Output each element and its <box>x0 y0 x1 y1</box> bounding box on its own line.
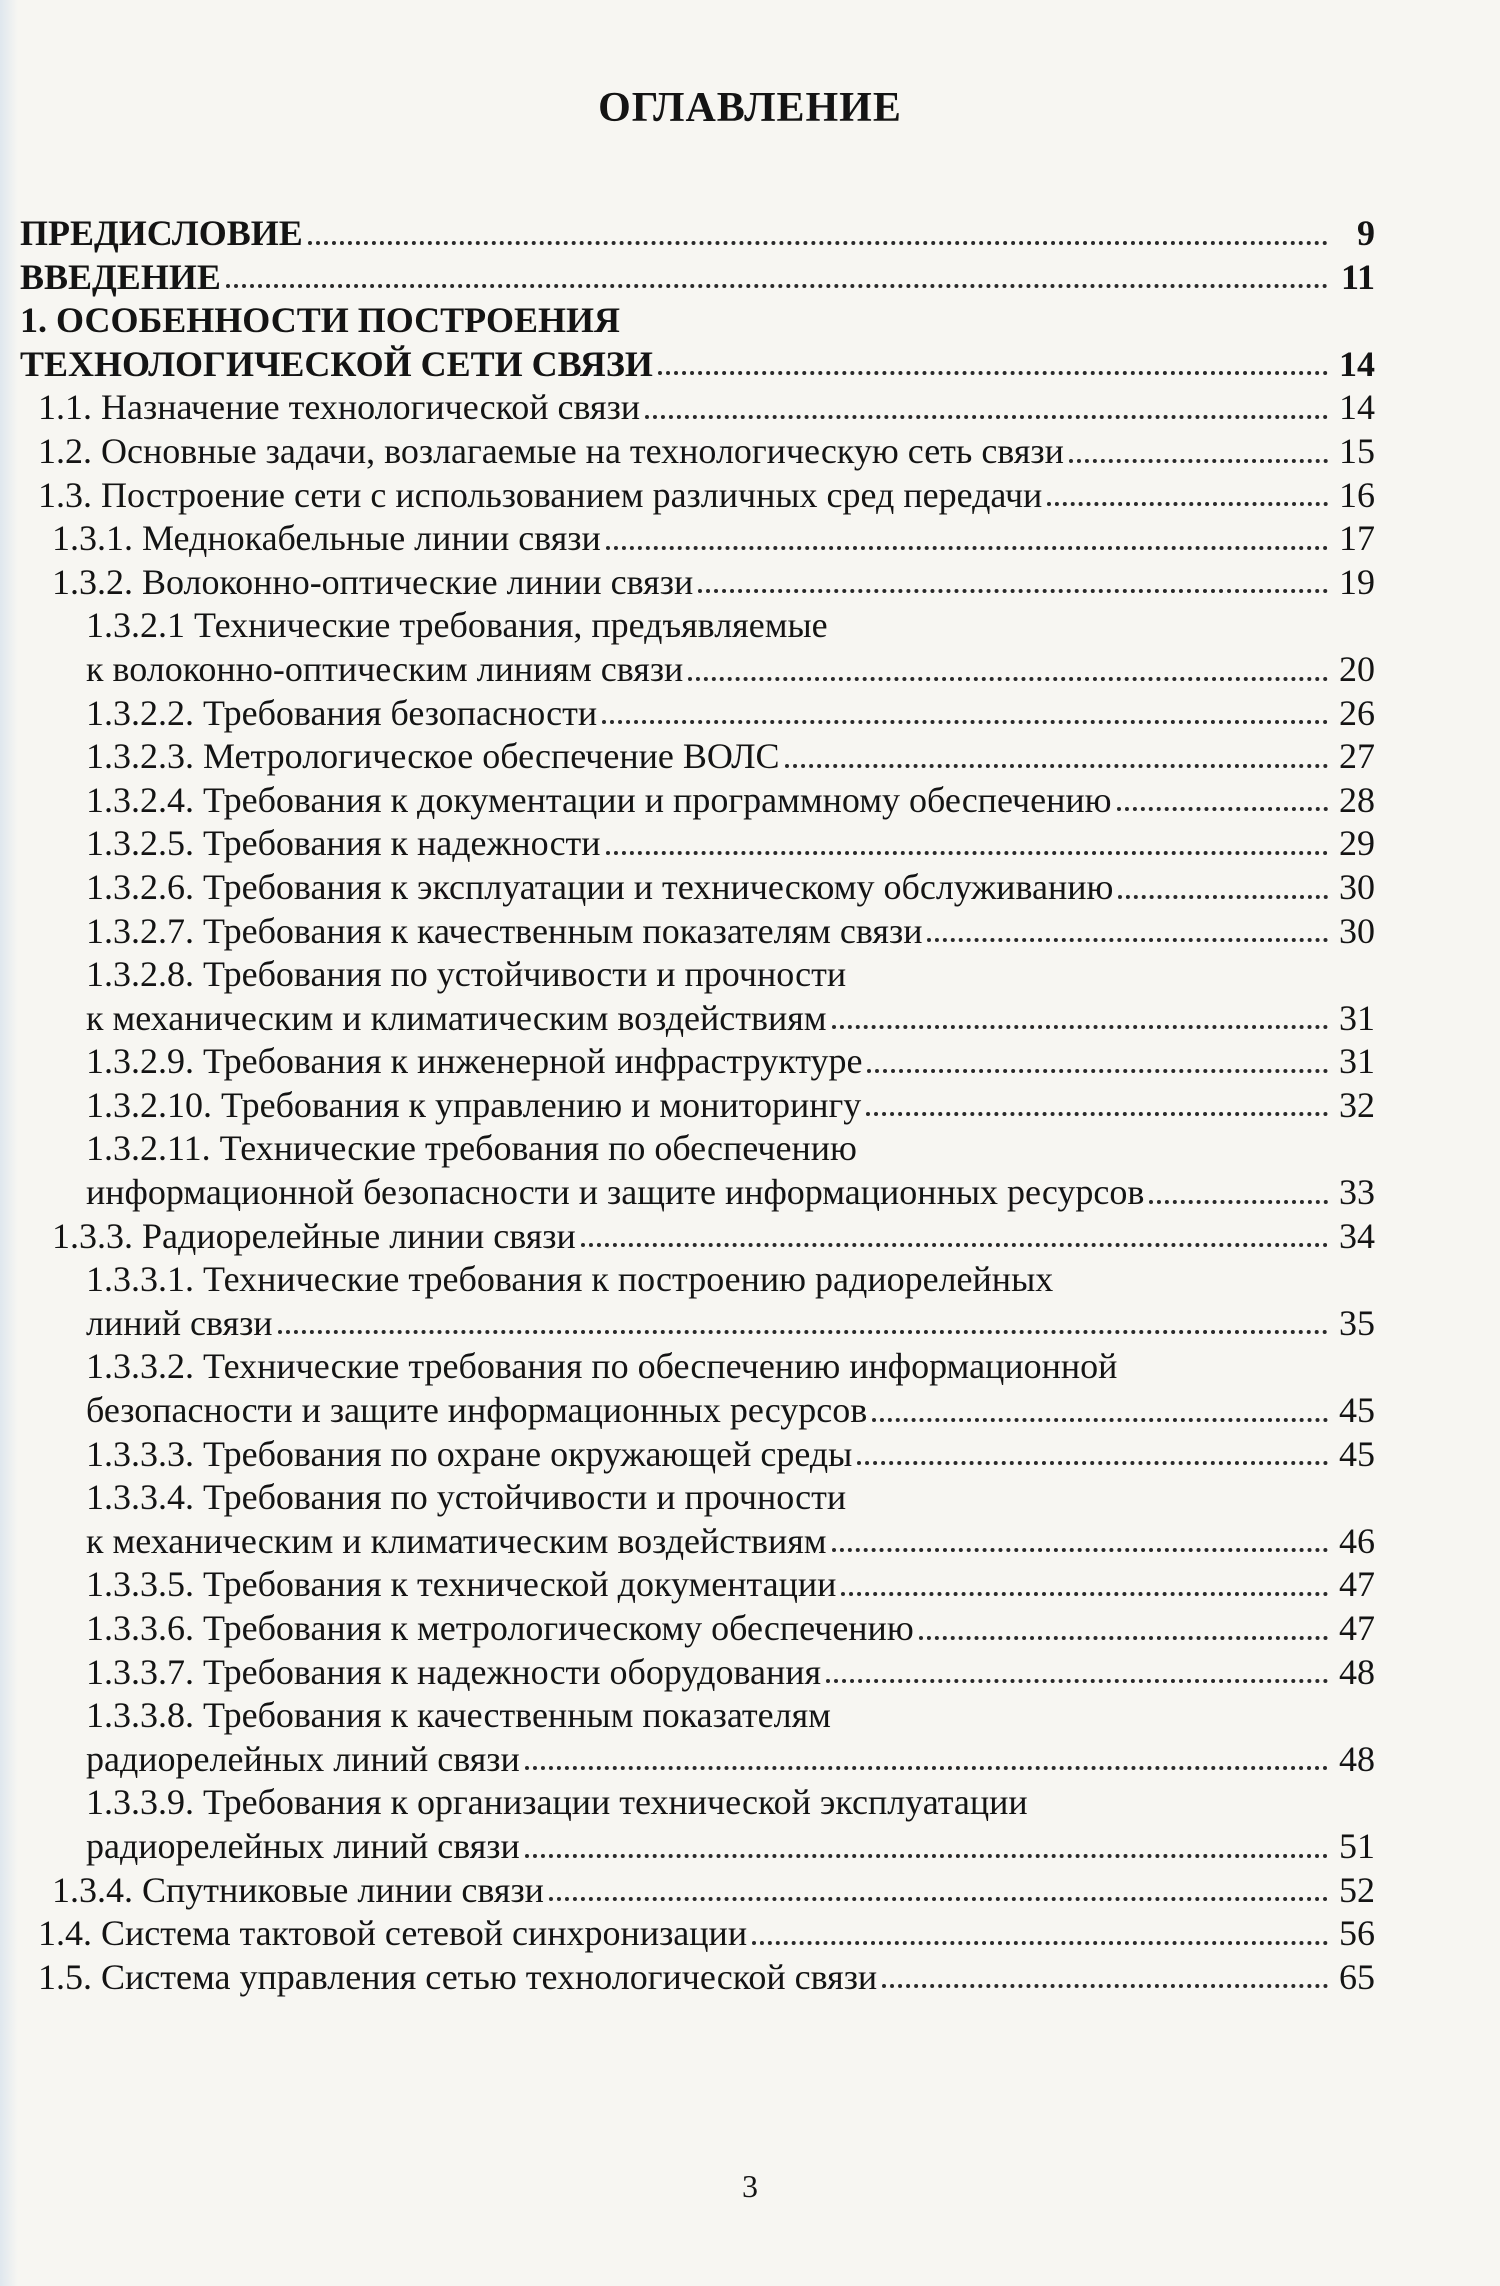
toc-page-number: 20 <box>1339 648 1375 689</box>
toc-entry <box>20 1215 1375 1259</box>
toc-page-number: 47 <box>1339 1564 1375 1605</box>
dot-leader <box>549 1897 1328 1901</box>
toc-entry <box>20 1651 1375 1695</box>
toc-page-number: 30 <box>1339 866 1375 907</box>
toc-entry-line <box>38 430 1375 474</box>
toc-entry-line <box>20 343 1375 387</box>
toc-entry-title: 1.4. Система тактовой сетевой синхронизации <box>38 1913 748 1954</box>
dot-leader <box>841 1592 1328 1596</box>
page-title: ОГЛАВЛЕНИЕ <box>598 85 902 131</box>
toc-entry-title: 1.3.2.8. Требования по устойчивости и прочности <box>86 954 847 995</box>
toc-entry-title: 1.3.2.7. Требования к качественным показателям связи <box>86 910 923 951</box>
toc-entry <box>20 1607 1375 1651</box>
toc-entry-title: 1.3.4. Спутниковые линии связи <box>52 1869 544 1910</box>
toc-entry <box>20 1084 1375 1128</box>
toc-entry-title: 1.3.2.11. Технические требования по обеспечению <box>86 1128 857 1169</box>
toc-entry <box>20 866 1375 910</box>
toc-entry-title: к механическим и климатическим воздействиям <box>86 1520 827 1561</box>
toc-page-number: 48 <box>1339 1651 1375 1692</box>
toc-entry-line <box>86 1433 1375 1477</box>
page-edge-shadow <box>0 0 18 2286</box>
toc-entry-title: 1.3.3.4. Требования по устойчивости и прочности <box>86 1477 847 1518</box>
toc-entry <box>20 561 1375 605</box>
toc-entry-title: 1.3.1. Меднокабельные линии связи <box>52 518 601 559</box>
toc-entry-line <box>52 1869 1375 1913</box>
dot-leader <box>581 1243 1328 1247</box>
dot-leader <box>872 1418 1328 1422</box>
toc-entry-title: 1.3.2.10. Требования к управлению и мониторингу <box>86 1084 862 1125</box>
toc-page-number: 52 <box>1339 1869 1375 1910</box>
toc-entry <box>20 517 1375 561</box>
toc-entry-line <box>86 1651 1375 1695</box>
toc-entry <box>20 1563 1375 1607</box>
dot-leader <box>927 938 1328 942</box>
toc-entry-title: 1.3.2.4. Требования к документации и программному обеспечению <box>86 779 1112 820</box>
toc-entry-line <box>86 910 1375 954</box>
toc-entry-line <box>86 1258 1375 1302</box>
toc-entry-line <box>86 735 1375 779</box>
dot-leader <box>602 720 1328 724</box>
dot-leader <box>1118 895 1328 899</box>
toc-entry <box>20 1040 1375 1084</box>
toc-entry <box>20 822 1375 866</box>
dot-leader <box>226 284 1328 288</box>
toc-page-number: 47 <box>1339 1608 1375 1648</box>
toc-page-number: 45 <box>1339 1433 1375 1474</box>
toc-entry <box>20 779 1375 823</box>
toc-page-number: 35 <box>1339 1302 1375 1343</box>
toc-entry-title: 1.3.3.8. Требования к качественным показателям <box>86 1695 831 1736</box>
toc-entry <box>20 386 1375 430</box>
toc-entry-title: радиорелейных линий связи <box>86 1738 520 1779</box>
dot-leader <box>866 1112 1328 1116</box>
dot-leader <box>698 589 1328 593</box>
toc-entry-line <box>86 822 1375 866</box>
dot-leader <box>867 1069 1328 1073</box>
dot-leader <box>752 1941 1328 1945</box>
dot-leader <box>832 1025 1328 1029</box>
toc-entry-line <box>86 1345 1375 1389</box>
toc-entry-title: 1.3.2.5. Требования к надежности <box>86 823 601 864</box>
toc-page-number: 17 <box>1339 518 1375 559</box>
toc-entry-title: информационной безопасности и защите информационных ресурсов <box>86 1172 1145 1213</box>
toc-entry <box>20 604 1375 691</box>
toc-page-number: 29 <box>1339 823 1375 864</box>
dot-leader <box>606 851 1328 855</box>
toc-entry-line <box>86 648 1375 692</box>
toc-entry-title: 1.3.3.1. Технические требования к построению радиорелейных <box>86 1259 1054 1300</box>
toc-entry-line <box>38 1912 1375 1956</box>
toc-entry-line <box>20 299 1375 343</box>
page-number: 3 <box>742 2168 758 2204</box>
dot-leader <box>278 1330 1328 1334</box>
toc-entry-title: 1.3. Построение сети с использованием различных сред передачи <box>38 474 1043 515</box>
toc-page-number: 45 <box>1339 1390 1375 1431</box>
toc-page-number: 33 <box>1339 1172 1375 1213</box>
toc-entry <box>20 1781 1375 1868</box>
toc-page-number: 26 <box>1339 692 1375 733</box>
toc-entry-title: 1.3.2.6. Требования к эксплуатации и техническому обслуживанию <box>86 866 1114 907</box>
toc-entry-title: 1.3.3.3. Требования по охране окружающей среды <box>86 1433 853 1474</box>
dot-leader <box>882 1984 1328 1988</box>
toc-entry-line <box>38 386 1375 430</box>
toc-entry-title: 1.3.3.6. Требования к метрологическому обеспечению <box>86 1608 914 1648</box>
toc-entry <box>20 692 1375 736</box>
toc-page-number: 65 <box>1339 1956 1375 1997</box>
dot-leader <box>832 1548 1328 1552</box>
toc-entry-title: 1.3.2.9. Требования к инженерной инфраструктуре <box>86 1041 863 1082</box>
toc-entry-title: к механическим и климатическим воздействиям <box>86 997 827 1038</box>
toc-entry-line <box>86 1694 1375 1738</box>
toc-entry-line <box>86 1476 1375 1520</box>
toc-entry <box>20 1694 1375 1781</box>
toc-page-number: 32 <box>1339 1084 1375 1125</box>
toc-entry <box>20 1258 1375 1345</box>
toc-entry-line <box>52 517 1375 561</box>
toc-entry-line <box>86 1040 1375 1084</box>
toc-entry-line <box>86 1127 1375 1171</box>
table-of-contents <box>20 212 1375 1999</box>
toc-entry-title: 1.3.3.5. Требования к технической документации <box>86 1564 837 1605</box>
toc-entry-line <box>86 1302 1375 1346</box>
toc-entry-title: 1.3.3.9. Требования к организации технической эксплуатации <box>86 1782 1028 1823</box>
toc-entry-line <box>38 474 1375 518</box>
dot-leader <box>826 1679 1328 1683</box>
toc-page-number: 16 <box>1339 474 1375 515</box>
toc-entry-title: 1.3.3.2. Технические требования по обеспечению информационной <box>86 1346 1118 1387</box>
dot-leader <box>1149 1200 1328 1204</box>
toc-page-number: 11 <box>1340 256 1375 297</box>
toc-entry-line <box>20 212 1375 256</box>
toc-page-number: 27 <box>1339 736 1375 777</box>
toc-entry-title: 1.3.2.1 Технические требования, предъявляемые <box>86 605 828 646</box>
toc-entry-line <box>86 604 1375 648</box>
toc-page-number: 9 <box>1357 213 1375 253</box>
toc-page-number: 46 <box>1339 1520 1375 1561</box>
toc-entry-line <box>86 1738 1375 1782</box>
toc-entry-title: 1.3.2.2. Требования безопасности <box>86 692 598 733</box>
toc-entry-line <box>86 1389 1375 1433</box>
dot-leader <box>308 241 1328 245</box>
toc-entry-line <box>86 997 1375 1041</box>
toc-entry-title: ПРЕДИСЛОВИЕ <box>20 213 303 253</box>
toc-entry-line <box>86 1563 1375 1607</box>
toc-entry-line <box>86 1781 1375 1825</box>
dot-leader <box>857 1461 1328 1465</box>
toc-entry <box>20 256 1375 300</box>
toc-entry <box>20 1433 1375 1477</box>
toc-entry <box>20 953 1375 1040</box>
dot-leader <box>785 764 1328 768</box>
toc-page-number: 15 <box>1339 430 1375 471</box>
dot-leader <box>1047 502 1328 506</box>
toc-entry-line <box>86 866 1375 910</box>
toc-entry-title: 1.5. Система управления сетью технологической связи <box>38 1956 878 1997</box>
toc-entry <box>20 1127 1375 1214</box>
dot-leader <box>1117 807 1328 811</box>
dot-leader <box>919 1636 1328 1640</box>
toc-entry <box>20 1956 1375 2000</box>
toc-page-number: 14 <box>1339 387 1375 428</box>
toc-entry-title: 1.3.3.7. Требования к надежности оборудования <box>86 1651 822 1692</box>
dot-leader <box>688 677 1328 681</box>
toc-entry <box>20 910 1375 954</box>
toc-entry-title: 1. ОСОБЕННОСТИ ПОСТРОЕНИЯ <box>20 300 620 341</box>
toc-entry-title: 1.3.3. Радиорелейные линии связи <box>52 1215 576 1256</box>
toc-entry-line <box>86 1171 1375 1215</box>
toc-page-number: 31 <box>1339 1041 1375 1082</box>
toc-entry-title: ТЕХНОЛОГИЧЕСКОЙ СЕТИ СВЯЗИ <box>20 343 653 384</box>
toc-entry-title: 1.2. Основные задачи, возлагаемые на технологическую сеть связи <box>38 430 1064 471</box>
dot-leader <box>658 371 1328 375</box>
toc-entry-title: безопасности и защите информационных ресурсов <box>86 1390 868 1431</box>
toc-page-number: 34 <box>1339 1215 1375 1256</box>
toc-page-number: 51 <box>1339 1825 1375 1866</box>
toc-page-number: 31 <box>1339 997 1375 1038</box>
toc-entry <box>20 430 1375 474</box>
toc-entry <box>20 212 1375 256</box>
dot-leader <box>645 415 1328 419</box>
toc-page-number: 48 <box>1339 1738 1375 1779</box>
toc-entry-title: к волоконно-оптическим линиям связи <box>86 648 684 689</box>
toc-entry <box>20 735 1375 779</box>
toc-entry <box>20 1912 1375 1956</box>
toc-entry-line <box>86 1084 1375 1128</box>
toc-entry <box>20 299 1375 386</box>
toc-page-number: 28 <box>1339 779 1375 820</box>
toc-page-number: 56 <box>1339 1913 1375 1954</box>
toc-entry-line <box>86 1607 1375 1651</box>
toc-entry-line <box>52 1215 1375 1259</box>
toc-entry-title: 1.3.2.3. Метрологическое обеспечение ВОЛС <box>86 736 780 777</box>
toc-entry-title: 1.1. Назначение технологической связи <box>38 387 641 428</box>
toc-entry-line <box>86 1825 1375 1869</box>
toc-page-number: 14 <box>1339 343 1375 384</box>
toc-entry <box>20 1869 1375 1913</box>
toc-entry-title: 1.3.2. Волоконно-оптические линии связи <box>52 561 694 602</box>
toc-entry-line <box>86 692 1375 736</box>
toc-page-number: 30 <box>1339 910 1375 951</box>
toc-entry-title: линий связи <box>86 1302 273 1343</box>
toc-entry-line <box>86 779 1375 823</box>
dot-leader <box>606 546 1328 550</box>
dot-leader <box>1069 459 1328 463</box>
toc-entry-line <box>86 1520 1375 1564</box>
toc-entry-title: ВВЕДЕНИЕ <box>20 256 221 297</box>
dot-leader <box>525 1766 1328 1770</box>
dot-leader <box>525 1854 1328 1858</box>
toc-entry-line <box>38 1956 1375 2000</box>
toc-entry-line <box>20 256 1375 300</box>
toc-entry-line <box>86 953 1375 997</box>
toc-entry-line <box>52 561 1375 605</box>
toc-entry <box>20 1476 1375 1563</box>
toc-page-number: 19 <box>1339 561 1375 602</box>
toc-entry-title: радиорелейных линий связи <box>86 1825 520 1866</box>
toc-entry <box>20 474 1375 518</box>
toc-entry <box>20 1345 1375 1432</box>
